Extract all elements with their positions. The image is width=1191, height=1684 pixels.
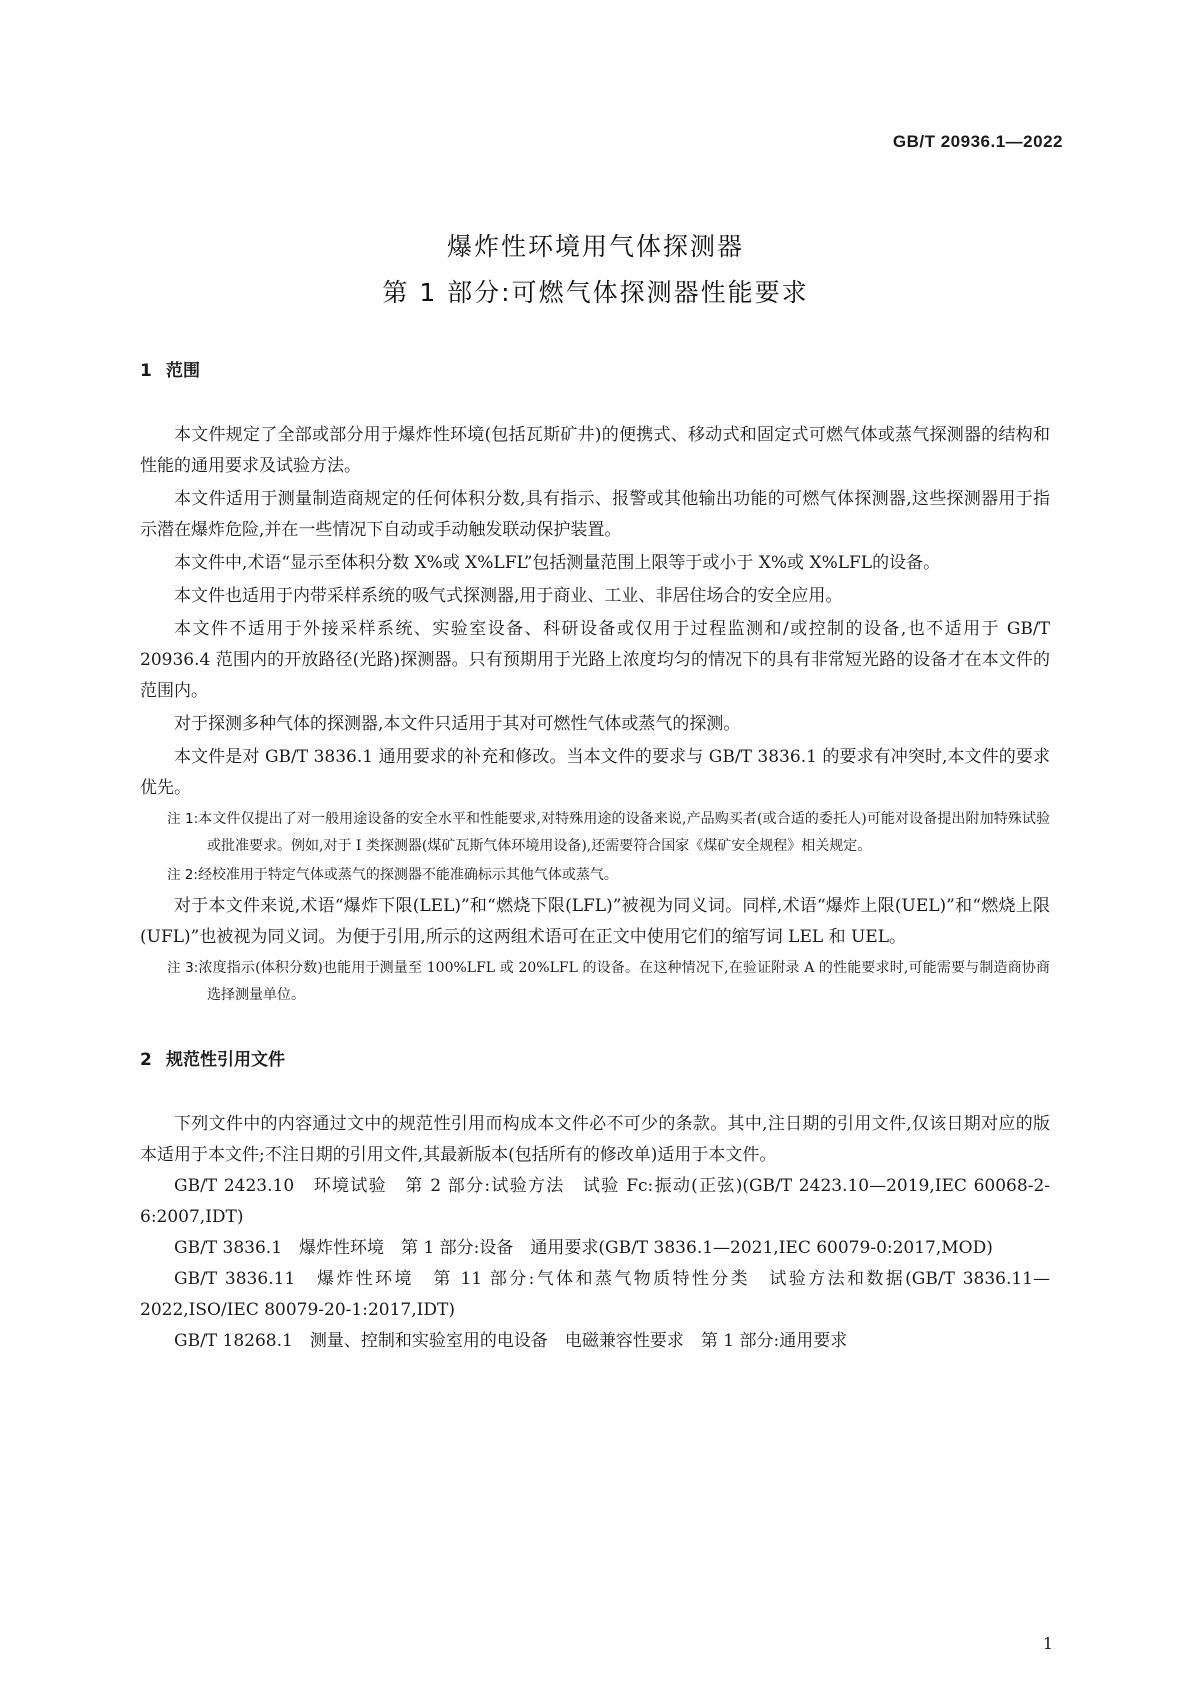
scope-paragraph: 本文件中,术语“显示至体积分数 X%或 X%LFL”包括测量范围上限等于或小于 X%或 X%LFL的设备。 xyxy=(174,553,941,573)
section-1-number: 1 xyxy=(140,361,152,381)
scope-paragraph: 本文件不适用于外接采样系统、实验室设备、科研设备或仅用于过程监测和/或控制的设备,也不适用于 GB/T 20936.4 范围内的开放路径(光路)探测器。只有预期用于光路上浓度均匀的情况下的具有非常短光路的设备才在本文件的范围内。 xyxy=(140,619,1050,701)
scope-paragraph: 本文件是对 GB/T 3836.1 通用要求的补充和修改。当本文件的要求与 GB/T 3836.1 的要求有冲突时,本文件的要求优先。 xyxy=(140,747,1050,798)
note-text: 本文件仅提出了对一般用途设备的安全水平和性能要求,对特殊用途的设备来说,产品购买者(或合适的委托人)可能对设备提出附加特殊试验或批准要求。例如,对于 Ⅰ 类探测器(煤矿瓦斯气体环境用设备),还需要符合国家《煤矿安全规程》相关规定。 xyxy=(198,811,1050,854)
scope-paragraph: 本文件规定了全部或部分用于爆炸性环境(包括瓦斯矿井)的便携式、移动式和固定式可燃气体或蒸气探测器的结构和性能的通用要求及试验方法。 xyxy=(140,425,1050,476)
note-1 xyxy=(140,806,1050,860)
title-line-2: 第 1 部分:可燃气体探测器性能要求 xyxy=(382,278,809,307)
section-1-heading xyxy=(140,356,1050,387)
scope-paragraph: 对于探测多种气体的探测器,本文件只适用于其对可燃性气体或蒸气的探测。 xyxy=(174,714,741,734)
document-body xyxy=(140,356,1050,1357)
note-text: 浓度指示(体积分数)也能用于测量至 100%LFL 或 20%LFL 的设备。在这种情况下,在验证附录 A 的性能要求时,可能需要与制造商协商选择测量单位。 xyxy=(198,960,1050,1003)
section-2-number: 2 xyxy=(140,1050,152,1070)
section-2-heading xyxy=(140,1045,1050,1076)
reference-item: GB/T 2423.10 环境试验 第 2 部分:试验方法 试验 Fc:振动(正弦)(GB/T 2423.10—2019,IEC 60068-2-6:2007,IDT) xyxy=(140,1176,1050,1227)
scope-paragraph: 本文件也适用于内带采样系统的吸气式探测器,用于商业、工业、非居住场合的安全应用。 xyxy=(174,586,843,606)
references-intro: 下列文件中的内容通过文中的规范性引用而构成本文件必不可少的条款。其中,注日期的引用文件,仅该日期对应的版本适用于本文件;不注日期的引用文件,其最新版本(包括所有的修改单)适用于本文件。 xyxy=(140,1114,1050,1165)
note-2 xyxy=(140,862,1050,889)
note-label: 注 2: xyxy=(167,867,198,883)
note-text: 经校准用于特定气体或蒸气的探测器不能准确标示其他气体或蒸气。 xyxy=(197,867,618,883)
document-title xyxy=(0,224,1191,316)
scope-paragraph: 对于本文件来说,术语“爆炸下限(LEL)”和“燃烧下限(LFL)”被视为同义词。同样,术语“爆炸上限(UEL)”和“燃烧上限(UFL)”也被视为同义词。为便于引用,所示的这两组术语可在正文中使用它们的缩写词 LEL 和 UEL。 xyxy=(140,896,1050,947)
reference-item: GB/T 18268.1 测量、控制和实验室用的电设备 电磁兼容性要求 第 1 部分:通用要求 xyxy=(174,1331,848,1351)
page-number: 1 xyxy=(1042,1634,1053,1653)
reference-item: GB/T 3836.1 爆炸性环境 第 1 部分:设备 通用要求(GB/T 3836.1—2021,IEC 60079-0:2017,MOD) xyxy=(174,1238,993,1258)
title-line-1: 爆炸性环境用气体探测器 xyxy=(446,232,744,261)
scope-paragraph: 本文件适用于测量制造商规定的任何体积分数,具有指示、报警或其他输出功能的可燃气体探测器,这些探测器用于指示潜在爆炸危险,并在一些情况下自动或手动触发联动保护装置。 xyxy=(140,489,1050,540)
standard-number: GB/T 20936.1—2022 xyxy=(892,132,1063,151)
section-1-title: 范围 xyxy=(166,361,200,381)
reference-item: GB/T 3836.11 爆炸性环境 第 11 部分:气体和蒸气物质特性分类 试验方法和数据(GB/T 3836.11—2022,ISO/IEC 80079-20-1:2017,IDT) xyxy=(140,1269,1050,1320)
section-2-title: 规范性引用文件 xyxy=(166,1050,285,1070)
note-label: 注 1: xyxy=(167,811,199,827)
note-label: 注 3: xyxy=(167,960,199,976)
note-3 xyxy=(140,955,1050,1009)
